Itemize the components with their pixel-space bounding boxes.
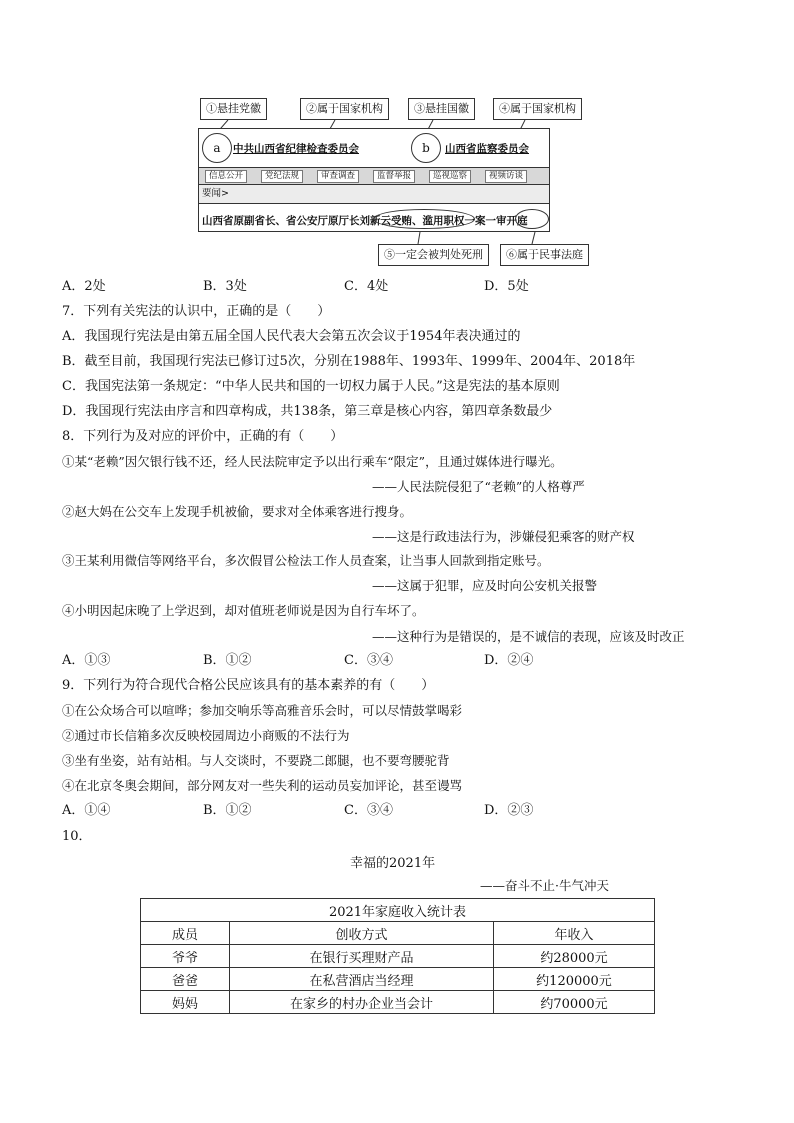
callout-2: ②属于国家机构 [300,98,389,120]
q6-option-d[interactable]: D．5处 [484,279,529,294]
emblem-b: b [411,133,441,163]
q8-stem: 8．下列行为及对应的评价中，正确的有（ ） [62,429,344,444]
q7-option-a[interactable]: A．我国现行宪法是由第五届全国人民代表大会第五次会议于1954年表决通过的 [62,329,521,344]
q10-number: 10． [62,829,92,844]
q9-option-b[interactable]: B．①② [203,803,252,818]
table-row [141,945,655,968]
nav-item[interactable]: 监督举报 [373,170,415,183]
q9-item-3: ③坐有坐姿，站有站相。与人交谈时，不要跷二郎腿，也不要弯腰驼背 [62,753,450,768]
cell-method: 在家乡的村办企业当会计 [230,991,494,1014]
site-nav [199,167,549,185]
q8-comment-4: ——这种行为是错误的，是不诚信的表现，应该及时改正 [372,629,685,644]
org-right-title: 山西省监察委员会 [445,143,529,155]
q8-comment-3: ——这属于犯罪，应及时向公安机关报警 [372,578,598,593]
q8-comment-1: ——人民法院侵犯了“老赖”的人格尊严 [372,479,585,494]
header-method: 创收方式 [230,922,494,945]
highlight-oval-6 [515,209,549,229]
news-bar [199,185,549,204]
header-income: 年收入 [494,922,655,945]
news-headline[interactable]: 山西省原副省长、省公安厅原厅长刘新云受贿、滥用职权一案一审开庭 [202,215,528,227]
q6-option-a[interactable]: A．2处 [62,279,106,294]
q7-stem: 7．下列有关宪法的认识中，正确的是（ ） [62,304,331,319]
q8-item-1: ①某“老赖”因欠银行钱不还，经人民法院审定予以出行乘车“限定”，且通过媒体进行曝光。 [62,454,563,469]
cell-income: 约120000元 [494,968,655,991]
header-member: 成员 [141,922,230,945]
q7-option-d[interactable]: D．我国现行宪法由序言和四章构成，共138条，第三章是核心内容，第四章条数最少 [62,404,553,419]
income-table-header-row [141,922,655,945]
cell-member: 爸爸 [141,968,230,991]
cell-member: 妈妈 [141,991,230,1014]
callout-5: ⑤一定会被判处死刑 [378,244,489,266]
q8-item-2: ②赵大妈在公交车上发现手机被偷，要求对全体乘客进行搜身。 [62,504,413,519]
callout-1: ①悬挂党徽 [200,98,267,120]
table-row [141,968,655,991]
callout-4: ④属于国家机构 [493,98,582,120]
emblem-a: a [202,133,232,163]
q8-item-3: ③王某利用微信等网络平台，多次假冒公检法工作人员查案，让当事人回款到指定账号。 [62,553,550,568]
cell-income: 约28000元 [494,945,655,968]
q7-option-b[interactable]: B．截至目前，我国现行宪法已修订过5次，分别在1988年、1993年、1999年、2004年、2018年 [62,354,636,369]
q6-option-b[interactable]: B．3处 [203,279,247,294]
nav-item[interactable]: 视频访谈 [485,170,527,183]
q9-item-4: ④在北京冬奥会期间，部分网友对一些失利的运动员妄加评论，甚至谩骂 [62,778,463,793]
q9-option-a[interactable]: A．①④ [62,803,111,818]
income-table [140,898,655,1014]
callout-6: ⑥属于民事法庭 [500,244,589,266]
income-table-caption: 2021年家庭收入统计表 [141,899,655,922]
nav-item[interactable]: 审查调查 [317,170,359,183]
q8-option-a[interactable]: A．①③ [62,653,111,668]
q9-item-2: ②通过市长信箱多次反映校园周边小商贩的不法行为 [62,728,350,743]
q6-option-c[interactable]: C．4处 [344,279,389,294]
highlight-oval-5 [373,209,475,229]
q10-subtitle: ——奋斗不止·牛气冲天 [480,878,609,893]
website-screenshot [198,128,550,232]
cell-member: 爷爷 [141,945,230,968]
cell-method: 在银行买理财产品 [230,945,494,968]
nav-item[interactable]: 信息公开 [205,170,247,183]
q8-item-4: ④小明因起床晚了上学迟到，却对值班老师说是因为自行车坏了。 [62,603,425,618]
cell-method: 在私营酒店当经理 [230,968,494,991]
nav-item[interactable]: 巡视巡察 [429,170,471,183]
q8-option-d[interactable]: D．②④ [484,653,534,668]
table-row [141,991,655,1014]
org-left-title: 中共山西省纪律检查委员会 [233,143,359,155]
q8-comment-2: ——这是行政违法行为，涉嫌侵犯乘客的财产权 [372,529,635,544]
q9-option-d[interactable]: D．②③ [484,803,534,818]
q9-item-1: ①在公众场合可以喧哗；参加交响乐等高雅音乐会时，可以尽情鼓掌喝彩 [62,703,463,718]
callout-3: ③悬挂国徽 [408,98,475,120]
q9-stem: 9．下列行为符合现代合格公民应该具有的基本素养的有（ ） [62,678,435,693]
q8-option-c[interactable]: C．③④ [344,653,393,668]
q9-option-c[interactable]: C．③④ [344,803,393,818]
nav-item[interactable]: 党纪法规 [261,170,303,183]
q10-title: 幸福的2021年 [350,856,436,871]
news-label[interactable]: 要闻> [202,188,229,199]
q7-option-c[interactable]: C．我国宪法第一条规定：“中华人民共和国的一切权力属于人民。”这是宪法的基本原则 [62,379,560,394]
q8-option-b[interactable]: B．①② [203,653,252,668]
cell-income: 约70000元 [494,991,655,1014]
